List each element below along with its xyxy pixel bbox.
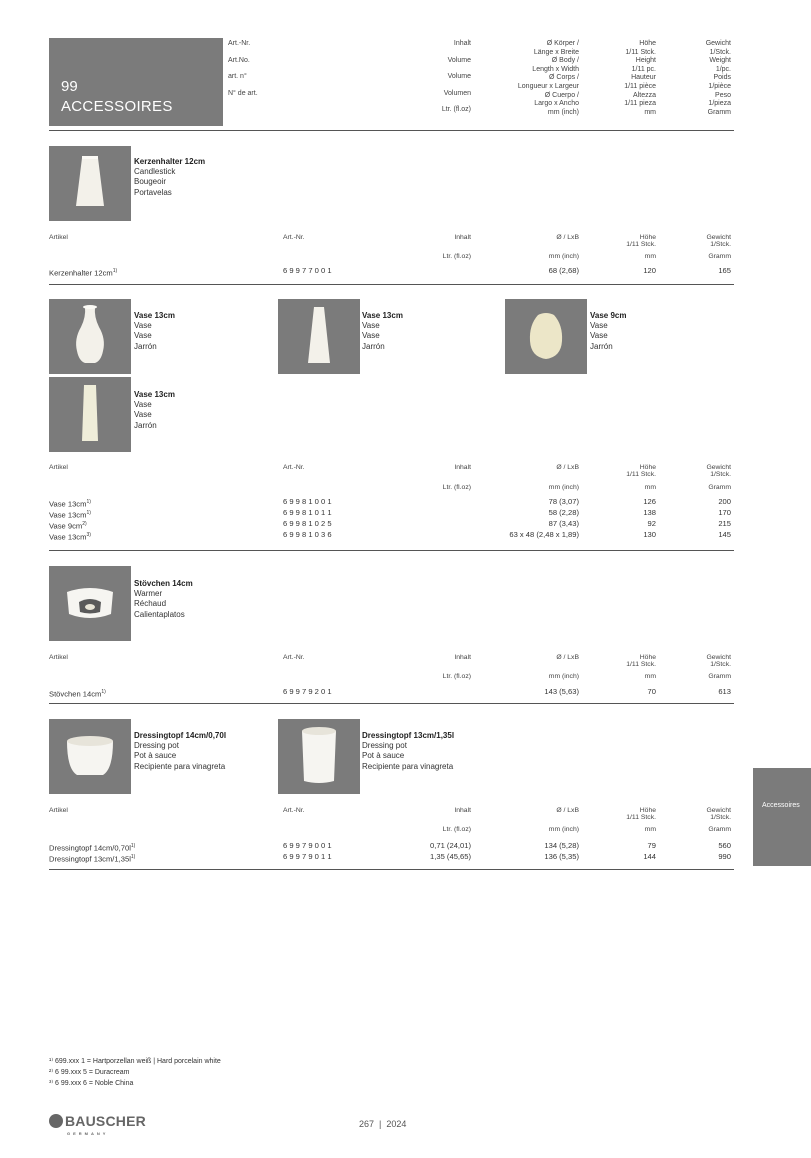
table-row: Vase $9cm^{2)}$ 6 9 9 8 1 0 2 5 87 (3,43) 92 215 [49, 519, 731, 531]
product-image-dressingtopf-2 [278, 719, 360, 794]
header-divider [49, 130, 734, 131]
page-number: 267 | 2024 [359, 1119, 407, 1129]
table-row: Kerzenhalter $12cm^{1)}$ 6 9 9 7 7 0 0 1 68 (2,68) 120 165 [49, 266, 731, 278]
section-divider [49, 284, 734, 285]
section-divider [49, 703, 734, 704]
product-label-stoevchen: Stövchen 14cm Warmer Réchaud Calientaplatos [134, 579, 193, 619]
header-hoehe: Höhe 1/11 Stck. Height 1/11 pc. Hauteur 1/11 pièce Altezza 1/11 pieza mm [624, 40, 656, 116]
header-inhalt: Inhalt Volume Volume Volumen Ltr. (fl.oz) [441, 40, 471, 114]
product-label-dressingtopf-1: Dressingtopf 14cm/0,70l Dressing pot Pot à sauce Recipiente para vinagreta [134, 731, 227, 771]
product-label-vase-2: Vase 13cm Vase Vase Jarrón [362, 311, 403, 351]
product-image-vase-1 [49, 299, 131, 374]
section-divider [49, 869, 734, 870]
brand-emblem-icon [49, 1114, 63, 1128]
footnote: ³⁾ 6 99.xxx 6 = Noble China [49, 1080, 134, 1087]
header-koerper: Ø Körper / Länge x Breite Ø Body / Length x Width Ø Corps / Longueur x Largeur Ø Cuerpo / Largo x Ancho mm (inch) [517, 40, 579, 116]
footnote: ¹⁾ 699.xxx 1 = Hartporzellan weiß | Hard porcelain white [49, 1058, 221, 1065]
table-row: Dressingtopf $13cm/1,35l^{1)}$ 6 9 9 7 9 0 1 1 1,35 (45,65) 136 (5,35) 144 990 [49, 852, 731, 864]
footnote: ²⁾ 6 99.xxx 5 = Duracream [49, 1069, 130, 1076]
table-row: Vase $13cm^{1)}$ 6 9 9 8 1 0 1 1 58 (2,28) 138 170 [49, 508, 731, 520]
table-row: Stövchen $14cm^{1)}$ 6 9 9 7 9 2 0 1 143 (5,63) 70 613 [49, 687, 731, 699]
header-artnr: Art.-Nr. Art.No. art. n° N° de art. [228, 40, 258, 97]
product-image-kerzenhalter [49, 146, 131, 221]
brand-logo: BAUSCHER GERMANY [49, 1113, 146, 1129]
product-image-vase-2 [278, 299, 360, 374]
product-label-dressingtopf-2: Dressingtopf 13cm/1,35l Dressing pot Pot à sauce Recipiente para vinagreta [362, 731, 455, 771]
product-image-stoevchen [49, 566, 131, 641]
section-divider [49, 550, 734, 551]
product-label-vase-3: Vase 9cm Vase Vase Jarrón [590, 311, 627, 351]
product-label-vase-1: Vase 13cm Vase Vase Jarrón [134, 311, 175, 351]
product-image-dressingtopf-1 [49, 719, 131, 794]
table-row: Vase $13cm^{3)}$ 6 9 9 8 1 0 3 6 63 x 48 (2,48 x 1,89) 130 145 [49, 530, 731, 542]
product-label-vase-4: Vase 13cm Vase Vase Jarrón [134, 390, 175, 430]
section-title-box [49, 38, 223, 126]
product-image-vase-3 [505, 299, 587, 374]
product-image-vase-4 [49, 377, 131, 452]
side-tab-label: Accessoires [762, 802, 800, 809]
section-name: ACCESSOIRES [61, 98, 173, 115]
product-label-kerzenhalter: Kerzenhalter 12cm Candlestick Bougeoir Portavelas [134, 157, 206, 197]
footnotes [49, 1056, 221, 1089]
header-gewicht: Gewicht 1/Stck. Weight 1/pc. Poids 1/pièce Peso 1/pieza Gramm [705, 40, 731, 116]
side-tab-accessoires[interactable] [753, 768, 811, 866]
table-row: Dressingtopf $14cm/0,70l^{1)}$ 6 9 9 7 9 0 0 1 0,71 (24,01) 134 (5,28) 79 560 [49, 841, 731, 853]
section-number: 99 [61, 78, 78, 95]
table-row: Vase $13cm^{1)}$ 6 9 9 8 1 0 0 1 78 (3,07) 126 200 [49, 497, 731, 509]
